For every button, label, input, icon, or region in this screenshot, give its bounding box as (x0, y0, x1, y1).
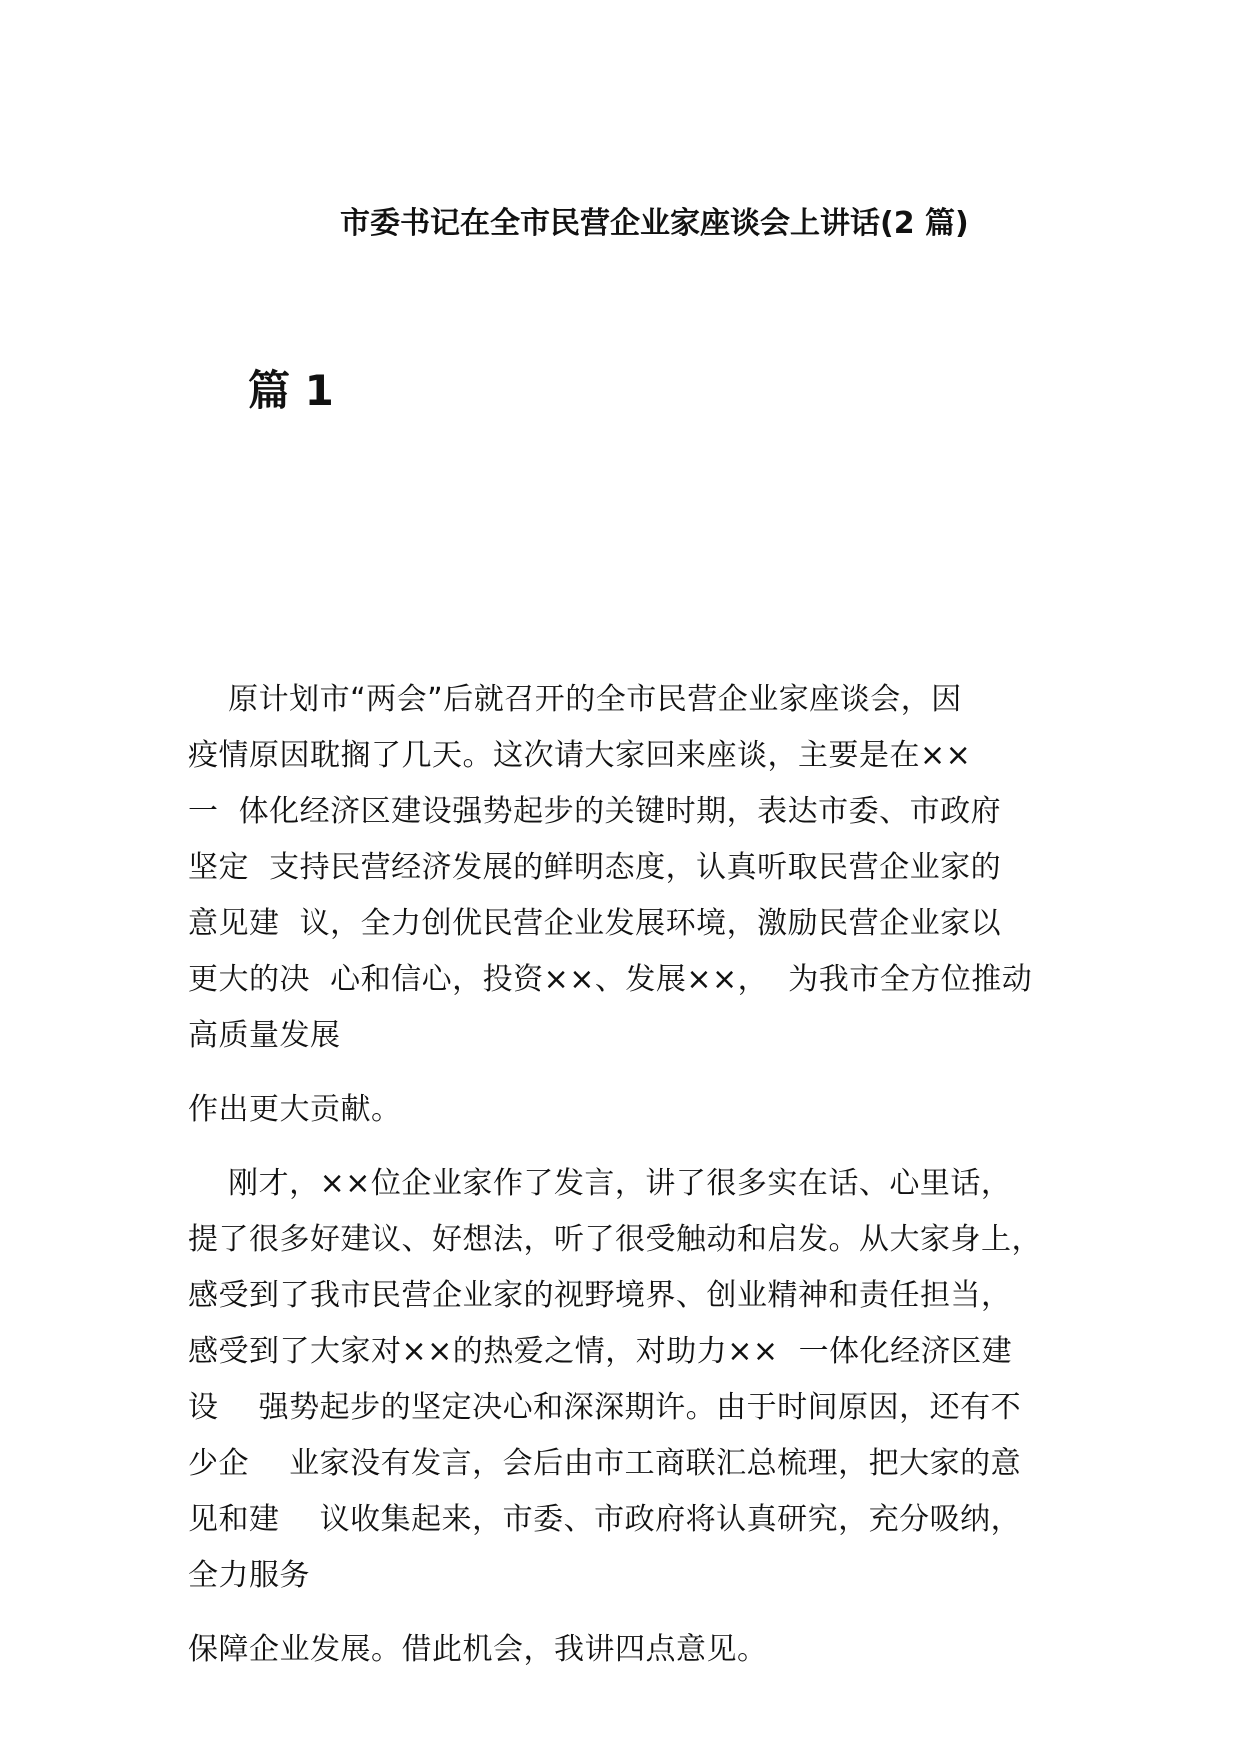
section-heading: 篇 1 (248, 366, 334, 415)
paragraph-line: 疫情原因耽搁了几天。这次请大家回来座谈，主要是在×× (188, 738, 972, 773)
document-title: 市委书记在全市民营企业家座谈会上讲话(2 篇) (340, 206, 969, 241)
paragraph-tail: 作出更大贡献。 (188, 1092, 402, 1127)
paragraph-line: 全力服务 (188, 1558, 310, 1593)
paragraph-line: 感受到了我市民营企业家的视野境界、创业精神和责任担当， (188, 1278, 1012, 1313)
paragraph-line: 少企 业家没有发言，会后由市工商联汇总梳理，把大家的意 (188, 1446, 1022, 1481)
paragraph-tail: 保障企业发展。借此机会，我讲四点意见。 (188, 1632, 768, 1667)
paragraph-line: 刚才，××位企业家作了发言，讲了很多实在话、心里话， (188, 1166, 1012, 1201)
paragraph-line: 高质量发展 (188, 1018, 341, 1053)
paragraph-line: 坚定 支持民营经济发展的鲜明态度，认真听取民营企业家的 (188, 850, 1002, 885)
paragraph-line: 更大的决 心和信心，投资××、发展××， 为我市全方位推动 (188, 962, 1033, 997)
paragraph-line: 设 强势起步的坚定决心和深深期许。由于时间原因，还有不 (188, 1390, 1022, 1425)
paragraph-line: 提了很多好建议、好想法，听了很受触动和启发。从大家身上， (188, 1222, 1042, 1257)
paragraph-line: 原计划市“两会”后就召开的全市民营企业家座谈会，因 (188, 682, 962, 717)
paragraph-line: 意见建 议，全力创优民营企业发展环境，激励民营企业家以 (188, 906, 1002, 941)
paragraph-line: 一 体化经济区建设强势起步的关键时期，表达市委、市政府 (188, 794, 1002, 829)
paragraph-line: 感受到了大家对××的热爱之情，对助力×× 一体化经济区建 (188, 1334, 1013, 1369)
paragraph-line: 见和建 议收集起来，市委、市政府将认真研究，充分吸纳， (188, 1502, 1022, 1537)
